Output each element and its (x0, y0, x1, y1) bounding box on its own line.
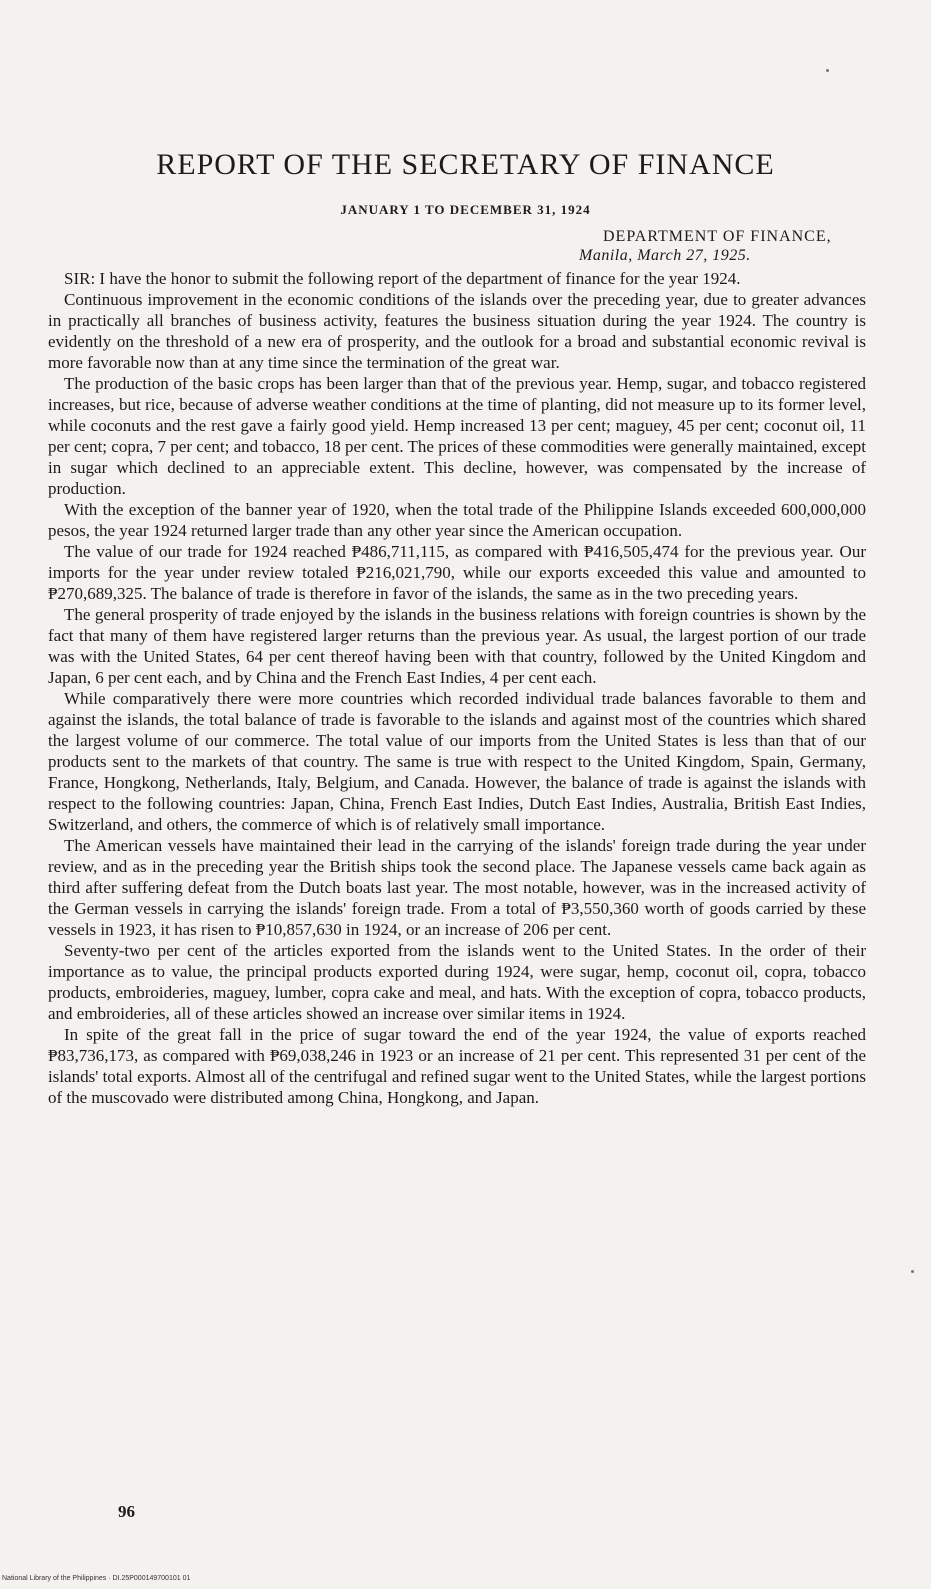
paragraph-trade-value: The value of our trade for 1924 reached ₱486,711,115, as compared with ₱416,505,474 for the previous year. Our imports for the year under review totaled ₱216,021,790, while our exports exceeded this value and amounted to ₱270,689,325. The balance of trade is therefore in favor of the islands, the same as in the two preceding years. (48, 542, 866, 603)
paragraph-trade-prosperity: The general prosperity of trade enjoyed by the islands in the business relations with foreign countries is shown by the fact that many of them have registered larger returns than the previous year. As usual, the largest portion of our trade was with the United States, 64 per cent thereof having been with that country, followed by the United Kingdom and Japan, 6 per cent each, and by China and the French East Indies, 4 per cent each. (48, 605, 866, 687)
paragraph-economic-conditions: Continuous improvement in the economic conditions of the islands over the preceding year, due to greater advances in practically all branches of business activity, features the business situation during the year 1924. The country is evidently on the threshold of a new era of prosperity, and the outlook for a broad and substantial economic revival is more favorable now than at any time since the termination of the great war. (48, 290, 866, 372)
paragraph-exports: Seventy-two per cent of the articles exported from the islands went to the United States. In the order of their importance as to value, the principal products exported during 1924, were sugar, hemp, coconut oil, copra, tobacco products, embroideries, maguey, lumber, copra cake and meal, and hats. With the exception of copra, tobacco products, and embroideries, all of these articles showed an increase over similar items in 1924. (48, 941, 866, 1023)
paragraph-basic-crops: The production of the basic crops has been larger than that of the previous year. Hemp, sugar, and tobacco registered increases, but rice, because of adverse weather conditions at the time of planting, did not measure up to its former level, while coconuts and the rest gave a fairly good yield. Hemp increased 13 per cent; maguey, 45 per cent; coconut oil, 11 per cent; copra, 7 per cent; and tobacco, 18 per cent. The prices of these commodities were generally maintained, except in sugar which declined to an appreciable extent. This decline, however, was compensated by the increase of production. (48, 374, 866, 498)
report-period: JANUARY 1 TO DECEMBER 31, 1924 (340, 202, 591, 217)
scan-credit: National Library of the Philippines · DI.25P000149700101 01 (2, 1575, 191, 1582)
paragraph-vessels: The American vessels have maintained their lead in the carrying of the islands' foreign trade during the year under review, and as in the preceding year the British ships took the second place. The Japanese vessels came back again as third after suffering defeat from the Dutch boats last year. The most notable, however, was in the increased activity of the German vessels in carrying the islands' foreign trade. From a total of ₱3,550,360 worth of goods carried by these vessels in 1923, it has risen to ₱10,857,630 in 1924, or an increase of 206 per cent. (48, 836, 866, 939)
page-number: 96 (118, 1502, 135, 1521)
speck-mark (826, 69, 829, 72)
department-heading: DEPARTMENT OF FINANCE, (603, 228, 832, 245)
paragraph-total-trade: With the exception of the banner year of 1920, when the total trade of the Philippine Islands exceeded 600,000,000 pesos, the year 1924 returned larger trade than any other year since the American occupation. (48, 500, 866, 540)
report-body (48, 268, 866, 1108)
dateline: Manila, March 27, 1925. (579, 247, 751, 264)
speck-mark (911, 1270, 914, 1273)
report-title: REPORT OF THE SECRETARY OF FINANCE (156, 148, 775, 181)
paragraph-salutation: SIR: I have the honor to submit the following report of the department of finance for the year 1924. (64, 269, 741, 288)
paragraph-sugar: In spite of the great fall in the price of sugar toward the end of the year 1924, the value of exports reached ₱83,736,173, as compared with ₱69,038,246 in 1923 or an increase of 21 per cent. This represented 31 per cent of the islands' total exports. Almost all of the centrifugal and refined sugar went to the United States, while the largest portions of the muscovado were distributed among China, Hongkong, and Japan. (48, 1025, 866, 1107)
paragraph-trade-balances: While comparatively there were more countries which recorded individual trade balances favorable to them and against the islands, the total balance of trade is favorable to the islands and against most of the countries which shared the largest volume of our commerce. The total value of our imports from the United States is less than that of our products sent to the markets of that country. The same is true with respect to the United Kingdom, Spain, Germany, France, Hongkong, Netherlands, Italy, Belgium, and Canada. However, the balance of trade is against the islands with respect to the following countries: Japan, China, French East Indies, Dutch East Indies, Australia, British East Indies, Switzerland, and others, the commerce of which is of relatively small importance. (48, 689, 866, 834)
